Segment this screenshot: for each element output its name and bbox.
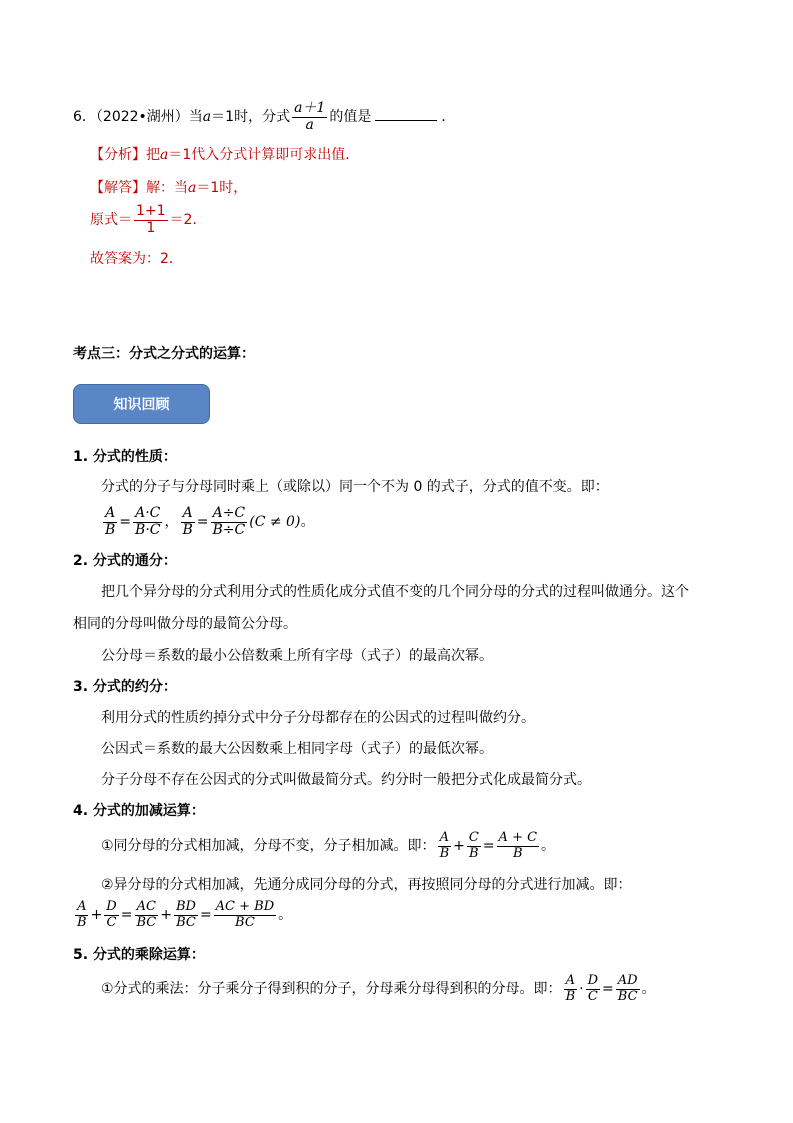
m-end: 。	[641, 981, 656, 997]
analysis-tag: 【分析】	[90, 147, 146, 163]
s2c-num: AC	[136, 899, 157, 915]
s2-frac-b	[104, 900, 118, 930]
m-frac-b	[586, 974, 600, 1004]
m-frac-r	[616, 974, 640, 1004]
s2a-num: A	[77, 899, 87, 915]
s2-frac-d	[174, 900, 198, 930]
f2-left	[180, 506, 194, 538]
answer-frac-den: 1	[146, 219, 156, 236]
item5-s1-text: ①分式的乘法：分子乘分子得到积的分子，分母乘分母得到积的分母。即：	[101, 981, 562, 997]
question-6	[73, 100, 455, 134]
s1-end: 。	[541, 838, 556, 854]
s1a-den: B	[439, 845, 450, 861]
ma-den: B	[565, 988, 576, 1004]
item4-s2-formula: $\frac{A}{B}$ + $\frac{D}{C}$ = $\frac{AC}{BC}$ + $\frac{BD}{BC}$ = $\frac{AC + BD}{BC}$ 。	[77, 899, 293, 930]
answer-blank	[375, 120, 437, 121]
section-title: 考点三：分式之分式的运算：	[73, 346, 255, 362]
mb-num: D	[587, 973, 599, 989]
s1-frac-r	[497, 831, 540, 861]
f-cond: (C ≠ 0)	[249, 514, 301, 530]
q6-frac-num: a＋1	[294, 100, 326, 117]
s2d-num: BD	[175, 899, 196, 915]
s1-frac-a	[438, 831, 452, 861]
answer-final: 故答案为：2．	[90, 251, 183, 267]
mr-num: AD	[617, 973, 638, 989]
f-end: 。	[300, 514, 315, 530]
s2-end: 。	[278, 907, 293, 923]
s2d-den: BC	[176, 914, 196, 930]
mr-den: BC	[617, 988, 638, 1004]
q6-suffix: 的值是	[329, 109, 372, 125]
item2-desc2: 相同的分母叫做分母的最简公分母。	[73, 616, 297, 632]
mb-den: C	[587, 988, 598, 1004]
answer-text2: ＝1时，	[196, 180, 248, 196]
f2l-den: B	[182, 521, 193, 538]
f2r-den: B÷C	[212, 521, 246, 538]
s1a-num: A	[439, 830, 450, 846]
s2-frac-c	[134, 900, 158, 930]
f1r-num: A·C	[135, 505, 161, 522]
item1-title: 1. 分式的性质：	[73, 449, 177, 465]
q6-end: ．	[441, 109, 456, 125]
s2r-den: BC	[235, 914, 255, 930]
answer-fraction	[134, 204, 168, 236]
item4-s1: ①同分母的分式相加减，分母不变，分子相加减。即： $\frac{A}{B}$ + $\frac{C}{B}$ = $\frac{A + C}{B}$ 。	[101, 830, 556, 861]
answer-frac-num: 1+1	[136, 203, 166, 220]
answer-original	[90, 202, 206, 238]
answer-tag: 【解答】	[90, 180, 146, 196]
s2-frac-r	[214, 900, 276, 930]
item2-desc1: 把几个异分母的分式利用分式的性质化成分式值不变的几个同分母的分式的过程叫做通分。这个	[101, 584, 689, 600]
f1l-num: A	[105, 505, 116, 522]
s2a-den: B	[77, 914, 87, 930]
s2r-num: AC + BD	[215, 899, 275, 915]
s2-frac-a	[75, 900, 89, 930]
f-sep: ，	[164, 514, 179, 530]
orig-label: 原式＝	[90, 212, 132, 228]
s2b-num: D	[106, 899, 117, 915]
s1b-den: B	[469, 845, 479, 861]
q6-var: a	[202, 109, 212, 125]
item2-title: 2. 分式的通分：	[73, 553, 177, 569]
knowledge-review-button[interactable]: 知识回顾	[73, 384, 210, 424]
f1-left	[103, 506, 117, 538]
analysis-var: a	[160, 147, 169, 163]
s2b-den: C	[106, 914, 117, 930]
f1r-den: B·C	[135, 521, 161, 538]
s1r-num: A + C	[498, 830, 538, 846]
q6-cond: ＝1时，分式	[211, 109, 291, 125]
item4-title: 4. 分式的加减运算：	[73, 803, 205, 819]
item3-desc1: 利用分式的性质约掉分式中分子分母都存在的公因式的过程叫做约分。	[101, 710, 535, 726]
s1b-num: C	[468, 830, 479, 846]
item1-formula: $\frac{A}{B}$ = $\frac{A\cdot C}{B\cdot C}$ ， $\frac{A}{B}$ = $\frac{A\div C}{B\div C}$ (C ≠ 0)。	[105, 505, 315, 538]
answer-text1: 解：当	[146, 180, 188, 196]
f2r-num: A÷C	[212, 505, 246, 522]
f1-right	[133, 506, 162, 538]
item2-desc3: 公分母＝系数的最小公倍数乘上所有字母（式子）的最高次幂。	[101, 648, 493, 664]
analysis-line	[90, 144, 359, 164]
item3-desc3: 分子分母不存在公因式的分式叫做最简分式。约分时一般把分式化成最简分式。	[101, 772, 591, 788]
q6-frac-den: a	[305, 116, 314, 133]
item4-s1-text: ①同分母的分式相加减，分母不变，分子相加减。即：	[101, 838, 436, 854]
s1-frac-b	[467, 831, 481, 861]
s2c-den: BC	[136, 914, 157, 930]
ma-num: A	[565, 973, 576, 989]
f2-right	[211, 506, 248, 538]
analysis-text2: ＝1代入分式计算即可求出值．	[168, 147, 360, 163]
item3-desc2: 公因式＝系数的最大公因数乘上相同字母（式子）的最低次幂。	[101, 741, 493, 757]
q6-prefix: 6．（2022•湖州）当	[73, 109, 203, 125]
item5-s1: ①分式的乘法：分子乘分子得到积的分子，分母乘分母得到积的分母。即： $\frac{A}{B}$ · $\frac{D}{C}$ = $\frac{AD}{BC}$ 。	[101, 973, 656, 1004]
item1-desc: 分式的分子与分母同时乘上（或除以）同一个不为 0 的式子，分式的值不变。即：	[101, 479, 609, 495]
m-frac-a	[564, 974, 578, 1004]
item3-title: 3. 分式的约分：	[73, 679, 177, 695]
item4-s2: ②异分母的分式相加减，先通分成同分母的分式，再按照同分母的分式进行加减。即：	[101, 877, 632, 893]
analysis-text1: 把	[146, 147, 160, 163]
q6-fraction	[292, 101, 327, 133]
answer-var: a	[188, 180, 197, 196]
f2l-num: A	[182, 505, 193, 522]
s1r-den: B	[513, 845, 523, 861]
item5-title: 5. 分式的乘除运算：	[73, 947, 205, 963]
answer-result: ＝2．	[169, 212, 207, 228]
f1l-den: B	[105, 521, 116, 538]
answer-line	[90, 177, 247, 197]
